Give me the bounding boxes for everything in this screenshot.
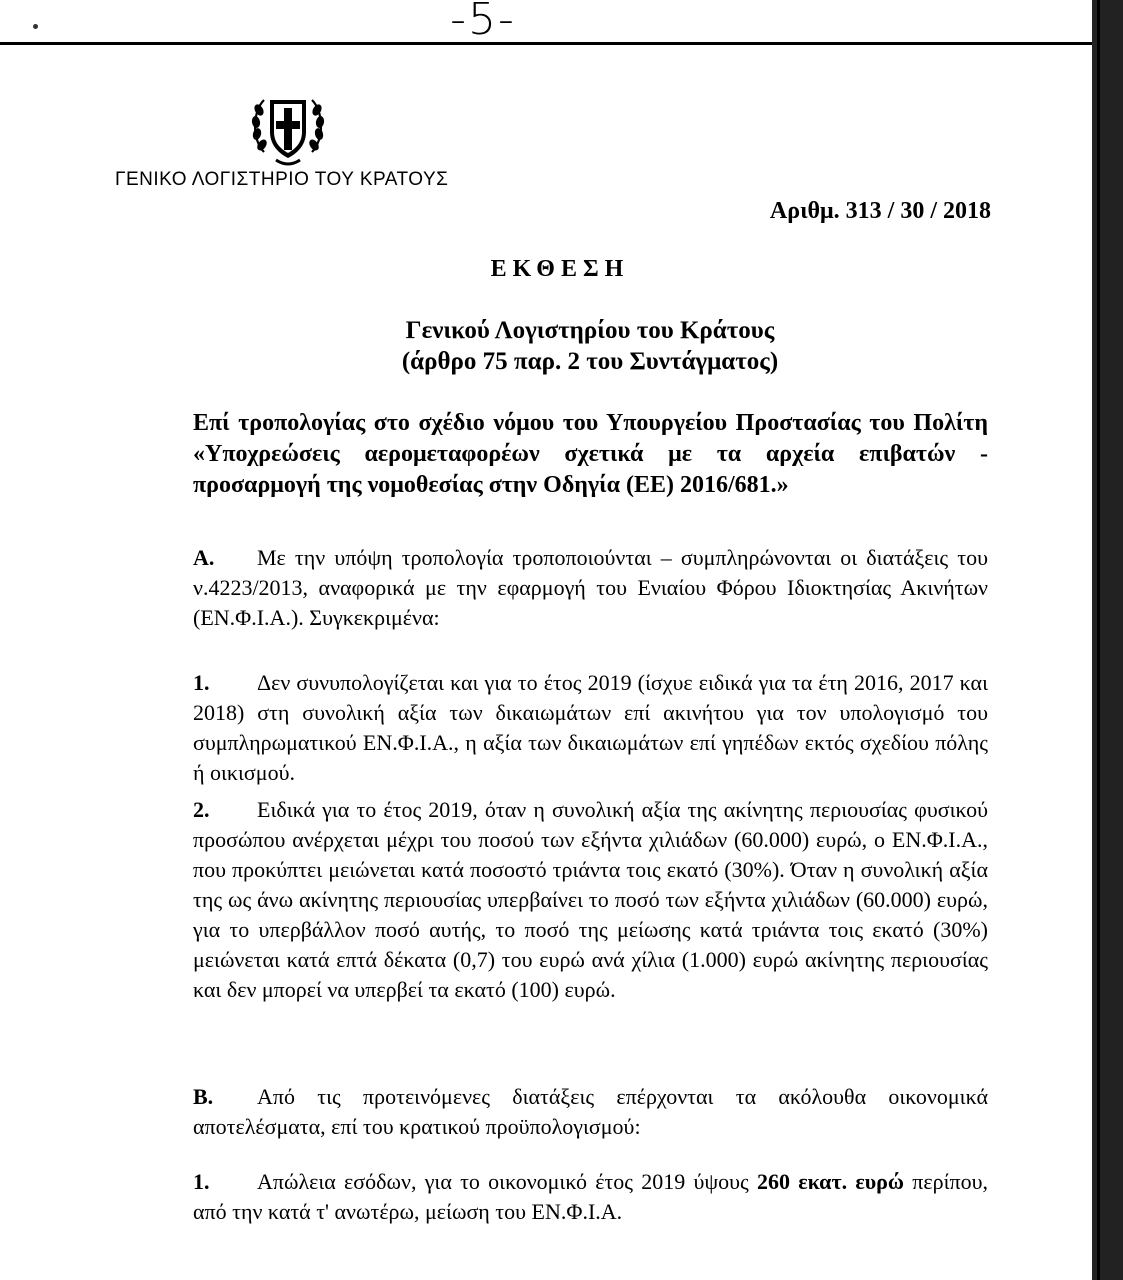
- scan-edge-line: [0, 42, 1092, 45]
- agency-name: ΓΕΝΙΚΟ ΛΟΓΙΣΤΗΡΙΟ ΤΟΥ ΚΡΑΤΟΥΣ: [115, 169, 449, 190]
- subtitle-line-1: Γενικού Λογιστηρίου του Κράτους: [405, 317, 775, 344]
- section-b-item-1: [193, 1167, 988, 1227]
- subtitle-line-2: (άρθρο 75 παρ. 2 του Συντάγματος): [401, 348, 779, 375]
- report-subject: Επί τροπολογίας στο σχέδιο νόμου του Υπουργείου Προστασίας του Πολίτη «Υποχρεώσεις αερομεταφορέων σχετικά με τα αρχεία επιβατών - προσαρμογή της νομοθεσίας στην Οδηγία (ΕΕ) 2016/681.»: [193, 410, 988, 498]
- scan-speck: [33, 24, 38, 29]
- section-b-mark: Β.: [193, 1084, 214, 1109]
- item-2-text: Ειδικά για το έτος 2019, όταν η συνολική αξία της ακίνητης περιουσίας φυσικού προσώπου ανέρχεται μέχρι του ποσού των εξήντα χιλιάδων (60.000) ευρώ, ο ΕΝ.Φ.Ι.Α., που προκύπτει μειώνεται κατά ποσοστό τριάντα τοις εκατό (30%). Όταν η συνολική αξία της ως άνω ακίνητης περιουσίας υπερβαίνει το ποσό των εξήντα χιλιάδων (60.000) ευρώ, για το υπερβάλλον ποσό αυτής, το ποσό της μείωσης κατά τριάντα τοις εκατό (30%) μειώνεται κατά επτά δέκατα (0,7) του ευρώ ανά χίλια (1.000) ευρώ ακίνητης περιουσίας και δεν μπορεί να υπερβεί τα εκατό (100) ευρώ.: [193, 797, 988, 1002]
- section-b-text: Από τις προτεινόμενες διατάξεις επέρχονται τα ακόλουθα οικονομικά αποτελέσματα, επί του κρατικού προϋπολογισμού:: [193, 1084, 988, 1139]
- section-a-mark: Α.: [193, 545, 215, 570]
- reference-number: Αριθμ. 313 / 30 / 2018: [769, 198, 991, 224]
- handwritten-page-number: -5-: [450, 0, 516, 45]
- b-item-1-text-after: περίπου, από την κατά τ' ανωτέρω, μείωση του ΕΝ.Φ.Ι.Α.: [193, 1169, 988, 1224]
- section-b: [193, 1082, 988, 1142]
- b-item-1-text-before: Απώλεια εσόδων, για το οικονομικό έτος 2019 ύψους: [257, 1169, 757, 1194]
- page-top: [0, 0, 1123, 40]
- scan-right-border-line: [1097, 0, 1100, 1280]
- hellenic-coat-of-arms-icon: [250, 90, 326, 170]
- section-a-item-1: [193, 668, 988, 788]
- section-a-item-2: [193, 795, 988, 1005]
- section-a-text: Με την υπόψη τροπολογία τροποποιούνται – συμπληρώνονται οι διατάξεις του ν.4223/2013, αναφορικά με την εφαρμογή του Ενιαίου Φόρου Ιδιοκτησίας Ακινήτων (ΕΝ.Φ.Ι.Α.). Συγκεκριμένα:: [193, 545, 988, 630]
- section-a: [193, 543, 988, 633]
- item-1-mark: 1.: [193, 670, 210, 695]
- item-1-text: Δεν συνυπολογίζεται και για το έτος 2019 (ίσχυε ειδικά για τα έτη 2016, 2017 και 2018) στη συνολική αξία των δικαιωμάτων επί ακινήτου για τον υπολογισμό του συμπληρωματικού ΕΝ.Φ.Ι.Α., η αξία των δικαιωμάτων επί γηπέδων εκτός σχεδίου πόλης ή οικισμού.: [193, 670, 988, 785]
- report-title: ΕΚΘΕΣΗ: [490, 256, 630, 282]
- b-item-1-mark: 1.: [193, 1169, 210, 1194]
- item-2-mark: 2.: [193, 797, 210, 822]
- report-subtitle: [200, 315, 980, 377]
- b-item-1-amount: 260 εκατ. ευρώ: [756, 1169, 905, 1194]
